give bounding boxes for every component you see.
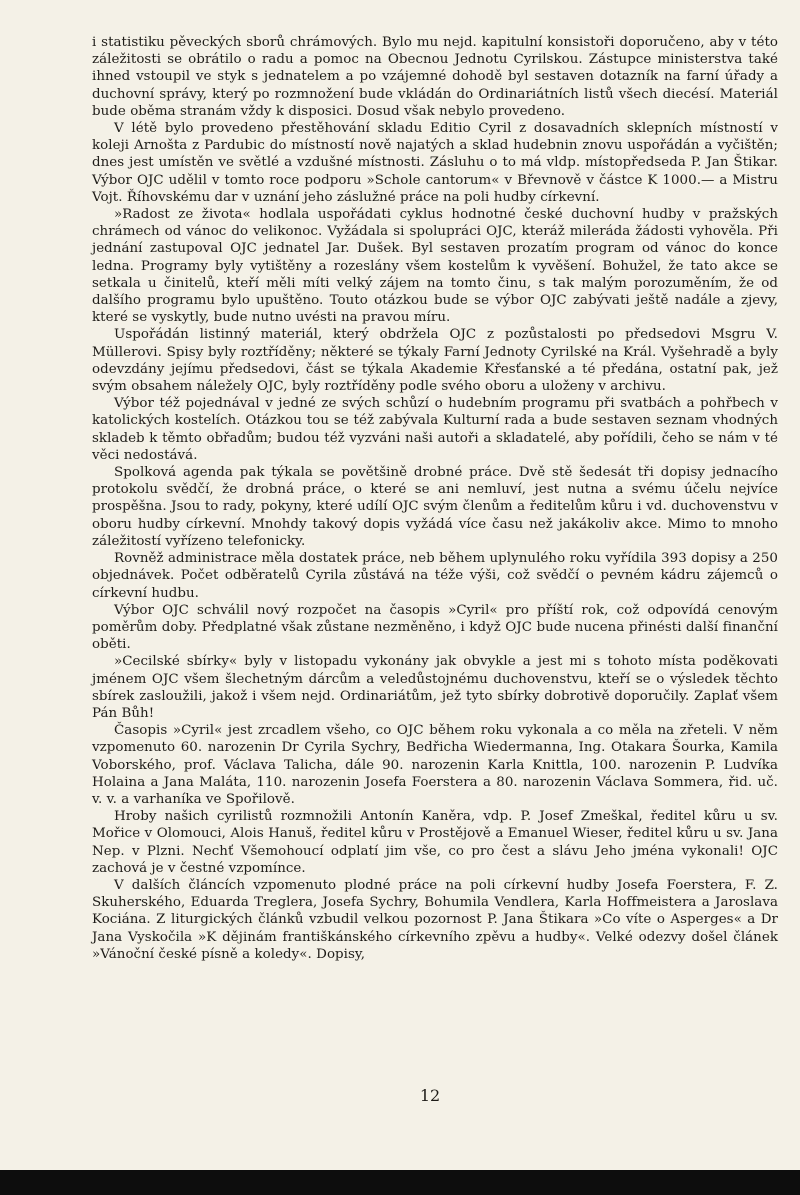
paragraph-3: »Radost ze života« hodlala uspořádati cyklus hodnotné české duchovní hudby v pražských chrámech od vánoc do velikonoc. Vyžádala si spolupráci OJC, kteráž mileráda žádosti vyhověla. Při jednání zastupoval OJC jednatel Jar. Dušek. Byl sestaven prozatím program od vánoc do konce ledna. Programy byly vytištěny a rozeslány všem kostelům k vyvěšení. Bohužel, že tato akce se setkala u činitelů, kteří měli míti velký zájem na tomto činu, s tak malým porozuměním, že od dalšího programu bylo upuštěno. Touto otázkou bude se výbor OJC zabývati ještě nadále a zjevy, které se vyskytly, bude nutno uvésti na pravou míru.	[92, 207, 778, 326]
paragraph-4: Uspořádán listinný materiál, který obdržela OJC z pozůstalosti po předsedovi Msgru V. Müllerovi. Spisy byly roztříděny; některé se týkaly Farní Jednoty Cyrilské na Král. Vyšehradě a byly odevzdány jejímu předsedovi, část se týkala Akademie Křesťanské a té předána, ostatní pak, jež svým obsahem náležely OJC, byly roztříděny podle svého oboru a uloženy v archivu.	[92, 327, 778, 395]
paragraph-1: i statistiku pěveckých sborů chrámových. Bylo mu nejd. kapitulní konsistoři doporučeno, aby v této záležitosti se obrátilo o radu a pomoc na Obecnou Jednotu Cyrilskou. Zástupce ministerstva také ihned vstoupil ve styk s jednatelem a po vzájemné dohodě byl sestaven dotazník na farní úřady a duchovní správy, který po rozmnožení bude vkládán do Ordinariátních listů všech diecésí. Materiál bude oběma stranám vždy k disposici. Dosud však nebylo provedeno.	[92, 35, 778, 119]
page-number: 12	[419, 1086, 441, 1105]
body-text	[92, 34, 778, 963]
paragraph-9: »Cecilské sbírky« byly v listopadu vykonány jak obvykle a jest mi s tohoto místa poděkovati jménem OJC všem šlechetným dárcům a veledůstojnému duchovenstvu, kteří se o výsledek těchto sbírek zasloužili, jakož i všem nejd. Ordinariátům, jež tyto sbírky dobrotivě doporučily. Zaplať všem Pán Bůh!	[92, 654, 778, 721]
paragraph-5: Výbor též pojednával v jedné ze svých schůzí o hudebním programu při svatbách a pohřbech v katolických kostelích. Otázkou tou se též zabývala Kulturní rada a bude sestaven seznam vhodných skladeb k těmto obřadům; budou též vyzváni naši autoři a skladatelé, aby pořídili, čeho se nám v té věci nedostává.	[92, 396, 778, 463]
paragraph-2: V létě bylo provedeno přestěhování skladu Editio Cyril z dosavadních sklepních místností v koleji Arnošta z Pardubic do místností nově najatých a sklad hudebnin znovu uspořádán a vyčištěn; dnes jest umístěn ve světlé a vzdušné místnosti. Zásluhu o to má vldp. místopředseda P. Jan Štikar. Výbor OJC udělil v tomto roce podporu »Schole cantorum« v Břevnově v částce K 1000.— a Mistru Vojt. Říhovskému dar v uznání jeho záslužné práce na poli hudby církevní.	[92, 121, 778, 205]
paragraph-11: Hroby našich cyrilistů rozmnožili Antonín Kaněra, vdp. P. Josef Zmeškal, ředitel kůru u sv. Mořice v Olomouci, Alois Hanuš, ředitel kůru v Prostějově a Emanuel Wieser, ředitel kůru u sv. Jana Nep. v Plzni. Nechť Všemohoucí odplatí jim vše, co pro čest a slávu Jeho jména vykonali! OJC zachová je v čestné vzpomínce.	[92, 809, 778, 876]
paragraph-8: Výbor OJC schválil nový rozpočet na časopis »Cyril« pro příští rok, což odpovídá cenovým poměrům doby. Předplatné však zůstane nezměněno, i když OJC bude nucena přinésti další finanční oběti.	[92, 602, 778, 653]
paragraph-10: Časopis »Cyril« jest zrcadlem všeho, co OJC během roku vykonala a co měla na zřeteli. V něm vzpomenuto 60. narozenin Dr Cyrila Sychry, Bedřicha Wiedermanna, Ing. Otakara Šourka, Kamila Voborského, prof. Václava Talicha, dále 90. narozenin Karla Knittla, 100. narozenin P. Ludvíka Holaina a Jana Maláta, 110. narozenin Josefa Foerstera a 80. narozenin Václava Sommera, řid. uč. v. v. a varhaníka ve Spořilově.	[92, 723, 778, 807]
paragraph-12: V dalších článcích vzpomenuto plodné práce na poli církevní hudby Josefa Foerstera, F. Z. Skuherského, Eduarda Treglera, Josefa Sychry, Bohumila Vendlera, Karla Hoffmeistera a Jaroslava Kociána. Z liturgických článků vzbudil velkou pozornost P. Jana Štikara »Co víte o Asperges« a Dr Jana Vyskočila »K dějinám františkánského církevního zpěvu a hudby«. Velké odezvy došel článek »Vánoční české písně a koledy«. Dopisy,	[92, 877, 778, 962]
paragraph-7: Rovněž administrace měla dostatek práce, neb během uplynulého roku vyřídila 393 dopisy a 250 objednávek. Počet odběratelů Cyrila zůstává na téže výši, což svědčí o pevném kádru zájemců o církevní hudbu.	[92, 551, 778, 601]
scan-bottom-edge	[0, 1170, 800, 1195]
paragraph-6: Spolková agenda pak týkala se povětšině drobné práce. Dvě stě šedesát tři dopisy jednacího protokolu svědčí, že drobná práce, o které se ani nemluví, jest nutna a svému účelu nejvíce prospěšna. Jsou to rady, pokyny, které udílí OJC svým členům a ředitelům kůru i vd. duchovenstvu v oboru hudby církevní. Mnohdy takový dopis vyžádá více času než jakákoliv akce. Mimo to mnoho záležitostí vyřízeno telefonicky.	[92, 465, 778, 549]
